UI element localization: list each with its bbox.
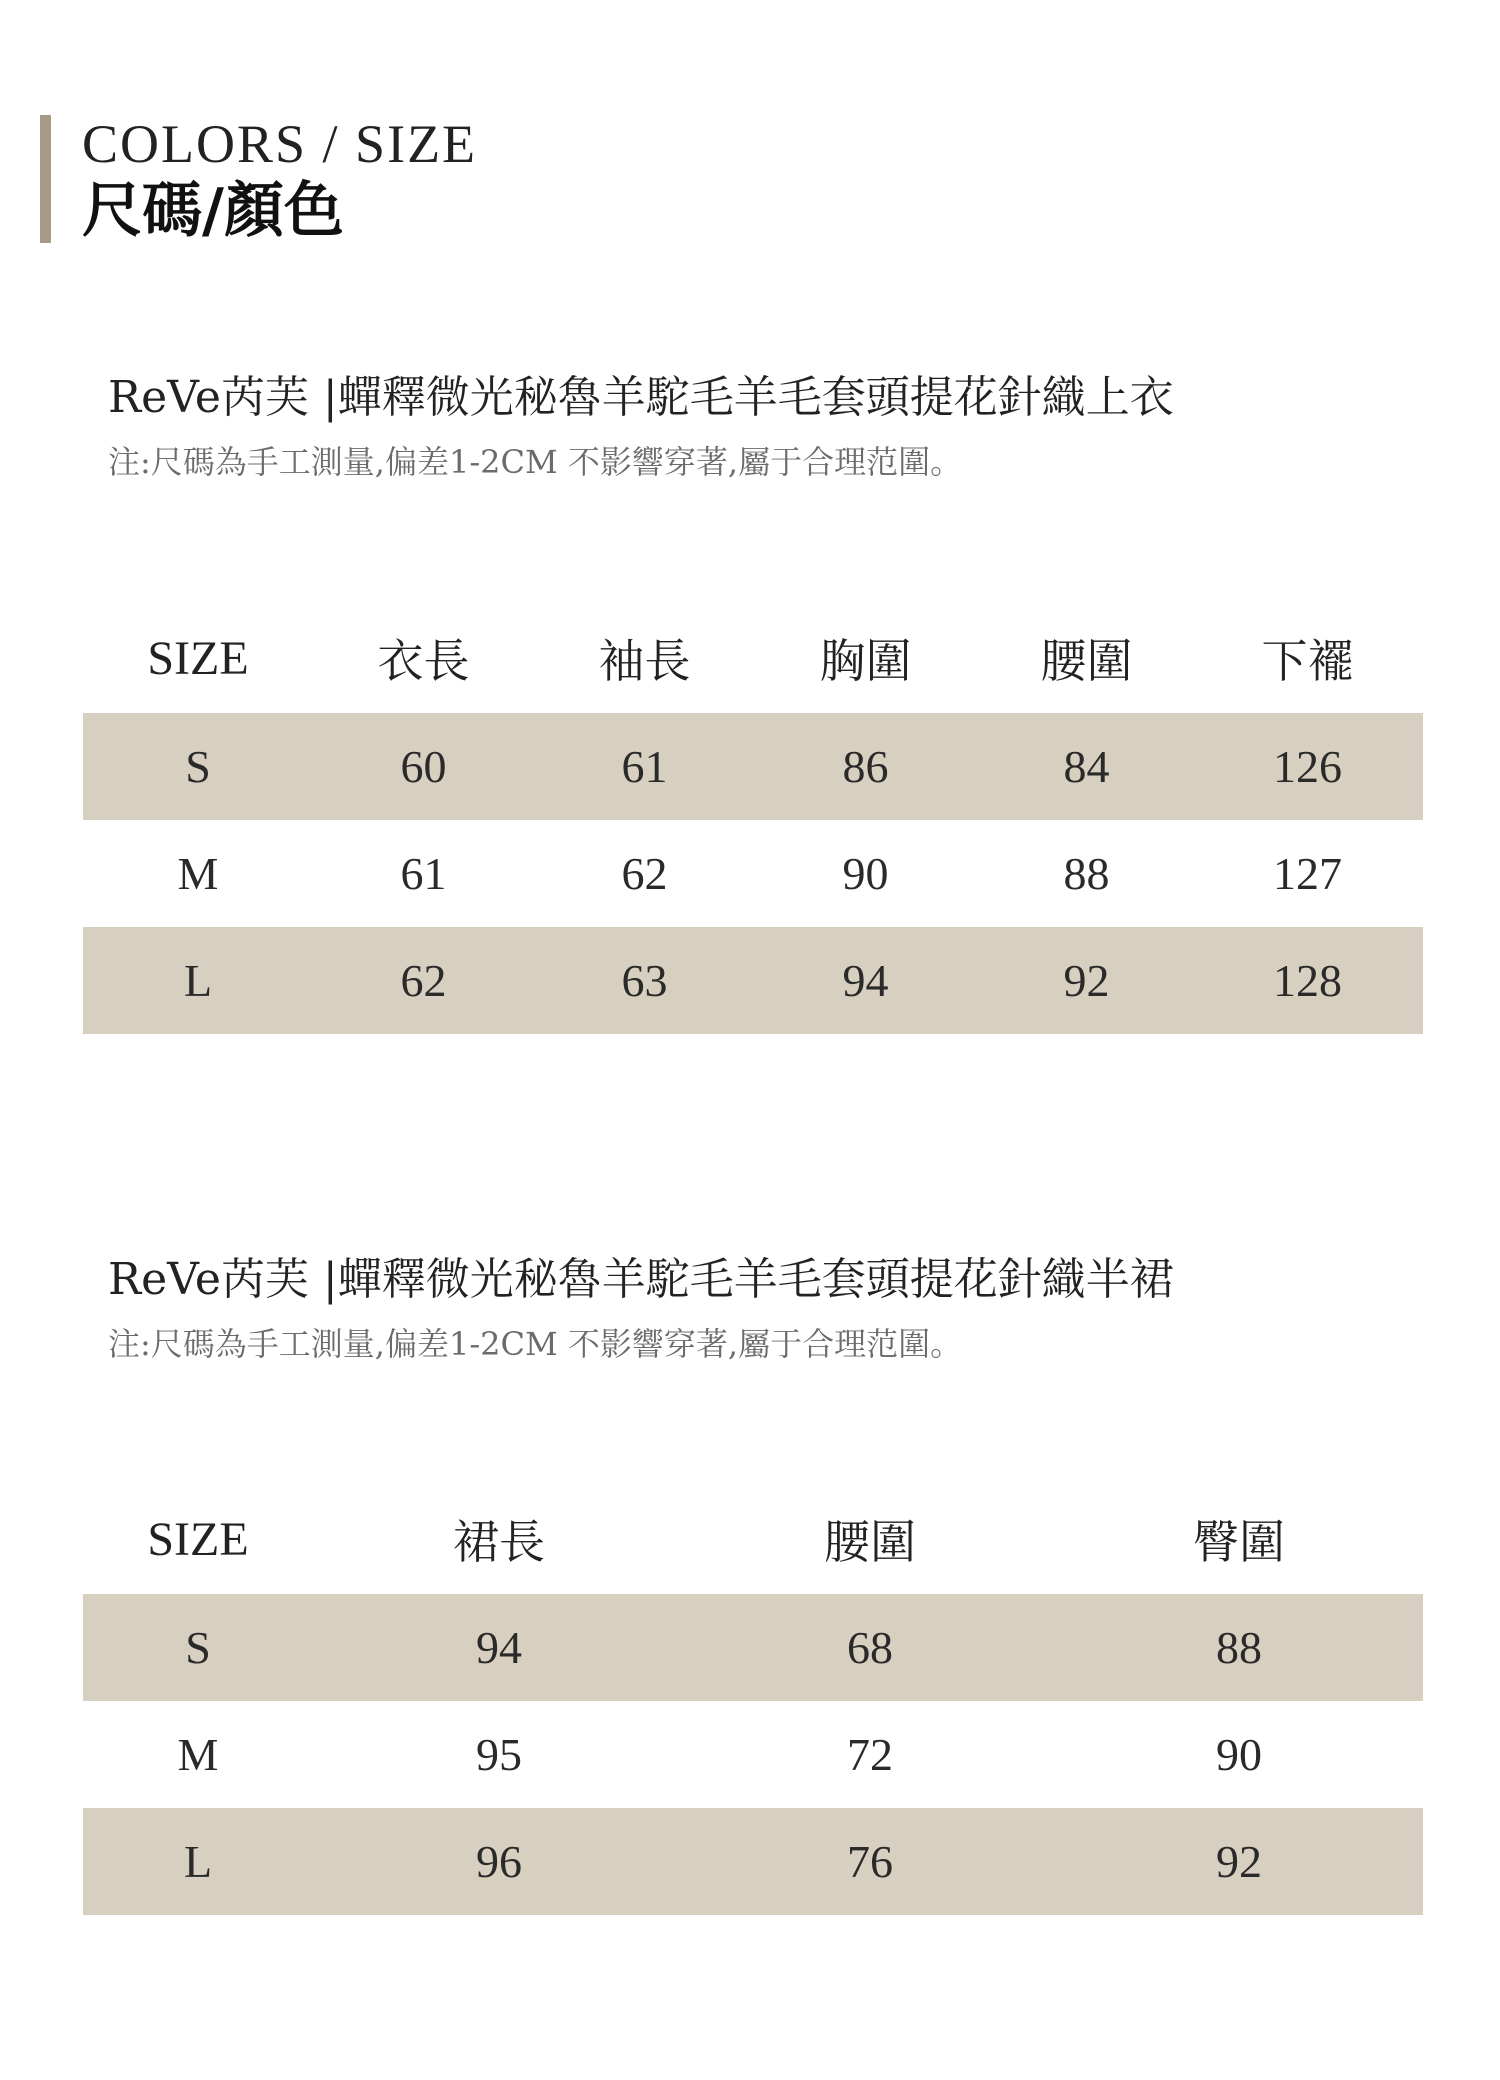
table-cell: 76 [847,1836,893,1887]
section-header [40,114,478,246]
table-row [83,927,1423,1034]
column-header: 袖長 [598,634,691,688]
product-title: ReVe芮芙 |蟬釋微光秘魯羊駝毛羊毛套頭提花針織上衣 [108,372,1174,423]
table-header-row [83,1484,1423,1594]
column-header: SIZE [147,1512,249,1566]
table-cell: S [185,741,211,792]
table-cell: 92 [1216,1836,1262,1887]
column-header: 胸圍 [819,634,912,688]
product-skirt-info [108,1252,1428,1366]
column-header: 腰圍 [824,1515,916,1569]
table-cell: 92 [1063,955,1110,1006]
header-title-cn: 尺碼/顏色 [82,176,344,246]
column-header: 下襬 [1261,634,1354,688]
table-cell: L [183,955,213,1006]
table-cell: 128 [1273,955,1342,1006]
table-cell: 94 [842,955,889,1006]
measurement-note: 注:尺碼為手工測量,偏差1-2CM 不影響穿著,屬于合理范圍。 [108,1325,963,1363]
column-header: 臀圍 [1193,1515,1285,1569]
table-row [83,1594,1423,1701]
product-title: ReVe芮芙 |蟬釋微光秘魯羊駝毛羊毛套頭提花針織半裙 [108,1254,1174,1305]
table-cell: 95 [476,1729,522,1780]
header-title-en: COLORS / SIZE [82,114,478,174]
table-row [83,1701,1423,1808]
table-cell: 62 [621,848,668,899]
table-cell: S [185,1622,211,1673]
table-cell: 61 [621,741,668,792]
column-header: 衣長 [377,634,470,688]
table-cell: M [177,848,219,899]
table-cell: 90 [842,848,889,899]
measurement-note: 注:尺碼為手工測量,偏差1-2CM 不影響穿著,屬于合理范圍。 [108,443,963,481]
table-cell: 90 [1216,1729,1262,1780]
table-cell: 62 [400,955,447,1006]
table-cell: 84 [1063,741,1110,792]
table-cell: 63 [621,955,668,1006]
table-cell: 127 [1273,848,1342,899]
size-table-top [83,603,1423,1034]
column-header: 腰圍 [1040,634,1133,688]
table-cell: 88 [1216,1622,1262,1673]
table-cell: 88 [1063,848,1110,899]
table-cell: 86 [842,741,889,792]
table-cell: 126 [1273,741,1342,792]
size-table-skirt [83,1484,1423,1915]
product-top-info [108,370,1428,484]
table-cell: 60 [400,741,447,792]
table-cell: 72 [847,1729,893,1780]
table-row [83,713,1423,820]
table-header-row [83,603,1423,713]
table-cell: L [183,1836,213,1887]
table-row [83,820,1423,927]
table-cell: 94 [476,1622,522,1673]
table-row [83,1808,1423,1915]
table-cell: 68 [847,1622,893,1673]
column-header: SIZE [147,631,249,685]
table-cell: 61 [400,848,447,899]
column-header: 裙長 [453,1515,545,1569]
table-cell: 96 [476,1836,522,1887]
table-cell: M [177,1729,219,1780]
accent-bar [40,115,51,243]
